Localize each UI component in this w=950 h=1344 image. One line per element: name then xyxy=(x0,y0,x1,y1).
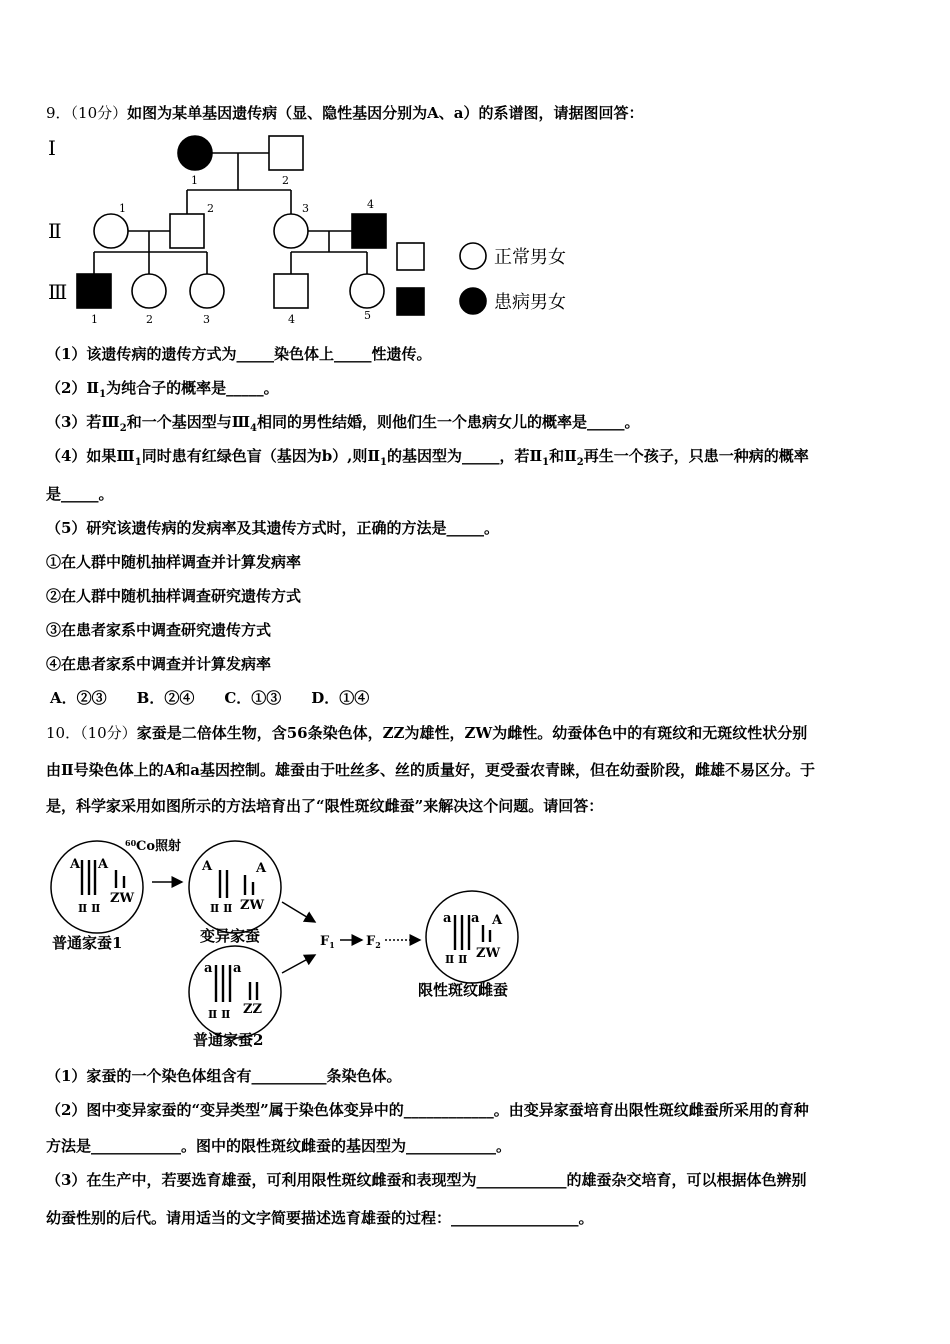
q9-sub4-d: 和Ⅱ xyxy=(549,447,577,465)
gen1-label-1: 1 xyxy=(191,174,198,187)
q9-option-4: ④在患者家系中调查并计算发病率 xyxy=(46,655,272,673)
irradiation-sup: 60 xyxy=(125,838,137,848)
q9-sub4-s4: 2 xyxy=(576,457,584,468)
q10-score: （10分） xyxy=(80,724,137,742)
q9-sub4 xyxy=(46,446,809,473)
gen-label-3: Ⅲ xyxy=(48,280,68,304)
q9-sub4-b: 同时患有红绿色盲（基因为b）,则Ⅱ xyxy=(141,447,381,465)
q9-sub4-a: （4）如果Ⅲ xyxy=(46,447,135,465)
q10-sub3-l1: （3）在生产中，若要选育雄蚕，可利用限性斑纹雌蚕和表现型为____________的雄蚕杂交培育，可以根据体色辨别 xyxy=(46,1171,807,1189)
result-gene-a-2: a xyxy=(471,911,480,926)
silkworm-breeding-diagram xyxy=(40,830,540,1055)
q9-sub2-s1: 1 xyxy=(99,389,107,400)
q9-sub3-c: 相同的男性结婚，则他们生一个患病女儿的概率是_____。 xyxy=(256,413,640,431)
s2-gene-a-2: a xyxy=(233,961,242,976)
cell-result xyxy=(426,891,518,983)
gen3-label-3: 3 xyxy=(203,313,210,326)
q10-header xyxy=(46,723,807,743)
q9-score: （10分） xyxy=(70,104,128,122)
q10-stem-l3: 是，科学家采用如图所示的方法培育出了“限性斑纹雌蚕”来解决这个问题。请回答： xyxy=(46,797,604,815)
gen3-4-male-normal xyxy=(274,274,308,308)
cell1-gene-A-1: A xyxy=(70,857,81,872)
q10-sub2-l2: 方法是____________。图中的限性斑纹雌蚕的基因型为____________。 xyxy=(46,1137,512,1155)
mutant-ii: Ⅱ Ⅱ xyxy=(210,902,233,915)
legend-female-affected-icon xyxy=(460,288,486,314)
q9-sub2-b: 为纯合子的概率是_____。 xyxy=(106,379,279,397)
s2-gene-a-1: a xyxy=(204,961,213,976)
gen-label-1: Ⅰ xyxy=(48,136,56,160)
q10-sub1: （1）家蚕的一个染色体组含有__________条染色体。 xyxy=(46,1067,402,1085)
q9-option-2: ②在人群中随机抽样调查研究遗传方式 xyxy=(46,587,302,605)
q10-number: 10． xyxy=(46,724,81,742)
caption-result: 限性斑纹雌蚕 xyxy=(418,981,509,999)
arrow-mutant-f1 xyxy=(282,902,315,922)
legend-male-normal-icon xyxy=(397,243,424,270)
gen2-label-1: 1 xyxy=(119,202,126,215)
q9-sub3-a: （3）若Ⅲ xyxy=(46,413,120,431)
q9-sub4-s1: 1 xyxy=(134,457,142,468)
cell-silkworm1 xyxy=(51,841,143,933)
q10-sub2-l1: （2）图中变异家蚕的“变异类型”属于染色体变异中的____________。由变异家蚕培育出限性斑纹雌蚕所采用的育种 xyxy=(46,1101,809,1119)
gen2-1-female-normal xyxy=(94,214,128,248)
legend-affected-label: 患病男女 xyxy=(494,292,566,313)
gen3-3-female-normal xyxy=(190,274,224,308)
q9-sub4-cont: 是_____。 xyxy=(46,485,114,503)
gen2-label-2: 2 xyxy=(207,202,214,215)
label-f2: $F_2$ xyxy=(366,934,381,950)
q9-option-1: ①在人群中随机抽样调查并计算发病率 xyxy=(46,553,302,571)
arrow-silkworm2-f1 xyxy=(282,955,315,973)
q9-sub4-s2: 1 xyxy=(380,457,388,468)
q9-sub2-a: （2）Ⅱ xyxy=(46,379,100,397)
legend-female-normal-icon xyxy=(460,243,486,269)
q9-choices: A．②③ B．②④ C．①③ D．①④ xyxy=(50,689,370,707)
cell-mutant xyxy=(189,841,281,933)
legend-male-affected-icon xyxy=(397,288,424,315)
gen3-label-2: 2 xyxy=(146,313,153,326)
q9-sub5: （5）研究该遗传病的发病率及其遗传方式时，正确的方法是_____。 xyxy=(46,519,499,537)
gen1-label-2: 2 xyxy=(282,174,289,187)
gen2-label-4: 4 xyxy=(367,198,374,211)
q9-header xyxy=(46,103,644,123)
q9-sub3-b: 和一个基因型与Ⅲ xyxy=(126,413,250,431)
q9-stem: 如图为某单基因遗传病（显、隐性基因分别为A、a）的系谱图，请据图回答： xyxy=(127,104,644,122)
q9-sub3-s2: 4 xyxy=(249,423,257,434)
cell-silkworm2 xyxy=(189,946,281,1038)
cell1-ii: Ⅱ Ⅱ xyxy=(78,902,101,915)
gen3-5-female-normal xyxy=(350,274,384,308)
gen2-3-female-normal xyxy=(274,214,308,248)
result-gene-a-1: a xyxy=(443,911,452,926)
caption-silkworm2: 普通家蚕2 xyxy=(193,1031,264,1049)
q10-stem-l1: 家蚕是二倍体生物，含56条染色体，ZZ为雄性，ZW为雌性。幼蚕体色中的有斑纹和无斑纹性状分别 xyxy=(136,724,808,742)
q9-sub3 xyxy=(46,412,639,439)
irradiation-label: Co照射 xyxy=(136,839,182,854)
gen3-2-female-normal xyxy=(132,274,166,308)
q10-stem-l2: 由Ⅱ号染色体上的A和a基因控制。雄蚕由于吐丝多、丝的质量好，更受蚕农青睐，但在幼蚕阶段，雌雄不易区分。于 xyxy=(46,761,816,779)
gen2-label-3: 3 xyxy=(302,202,309,215)
q9-sub1: （1）该遗传病的遗传方式为_____染色体上_____性遗传。 xyxy=(46,345,432,363)
gen3-label-4: 4 xyxy=(288,313,295,326)
cell1-zw: ZW xyxy=(110,891,135,906)
gen1-male-normal xyxy=(269,136,303,170)
mutant-gene-A-1: A xyxy=(202,859,213,874)
gen2-4-male-affected xyxy=(352,214,386,248)
q9-option-3: ③在患者家系中调查研究遗传方式 xyxy=(46,621,272,639)
q9-sub4-e: 再生一个孩子，只患一种病的概率 xyxy=(583,447,809,465)
gen2-2-male-normal xyxy=(170,214,204,248)
pedigree-diagram xyxy=(40,128,600,328)
gen3-label-5: 5 xyxy=(364,309,371,322)
s2-zz: ZZ xyxy=(243,1002,262,1017)
q9-sub4-s3: 1 xyxy=(542,457,550,468)
mutant-gene-A-2: A xyxy=(256,861,267,876)
gen1-female-affected xyxy=(178,136,212,170)
q9-sub4-c: 的基因型为_____，若Ⅱ xyxy=(387,447,543,465)
label-f1: $F_1$ xyxy=(320,934,335,950)
caption-mutant: 变异家蚕 xyxy=(200,927,261,945)
result-zw: ZW xyxy=(476,946,501,961)
gen3-1-male-affected xyxy=(77,274,111,308)
legend-normal-label: 正常男女 xyxy=(494,247,566,268)
cell1-gene-A-2: A xyxy=(98,857,109,872)
q9-sub3-s1: 2 xyxy=(119,423,127,434)
q10-sub3-l2: 幼蚕性别的后代。请用适当的文字简要描述选育雄蚕的过程：_________________。 xyxy=(46,1209,594,1227)
result-ii: Ⅱ Ⅱ xyxy=(445,953,468,966)
caption-silkworm1: 普通家蚕1 xyxy=(52,934,123,952)
result-gene-A: A xyxy=(492,913,503,928)
q9-sub2 xyxy=(46,378,279,405)
q9-number: 9． xyxy=(46,104,71,122)
gen-label-2: Ⅱ xyxy=(48,219,62,243)
gen3-label-1: 1 xyxy=(91,313,98,326)
mutant-zw: ZW xyxy=(240,898,265,913)
s2-ii: Ⅱ Ⅱ xyxy=(208,1008,231,1021)
